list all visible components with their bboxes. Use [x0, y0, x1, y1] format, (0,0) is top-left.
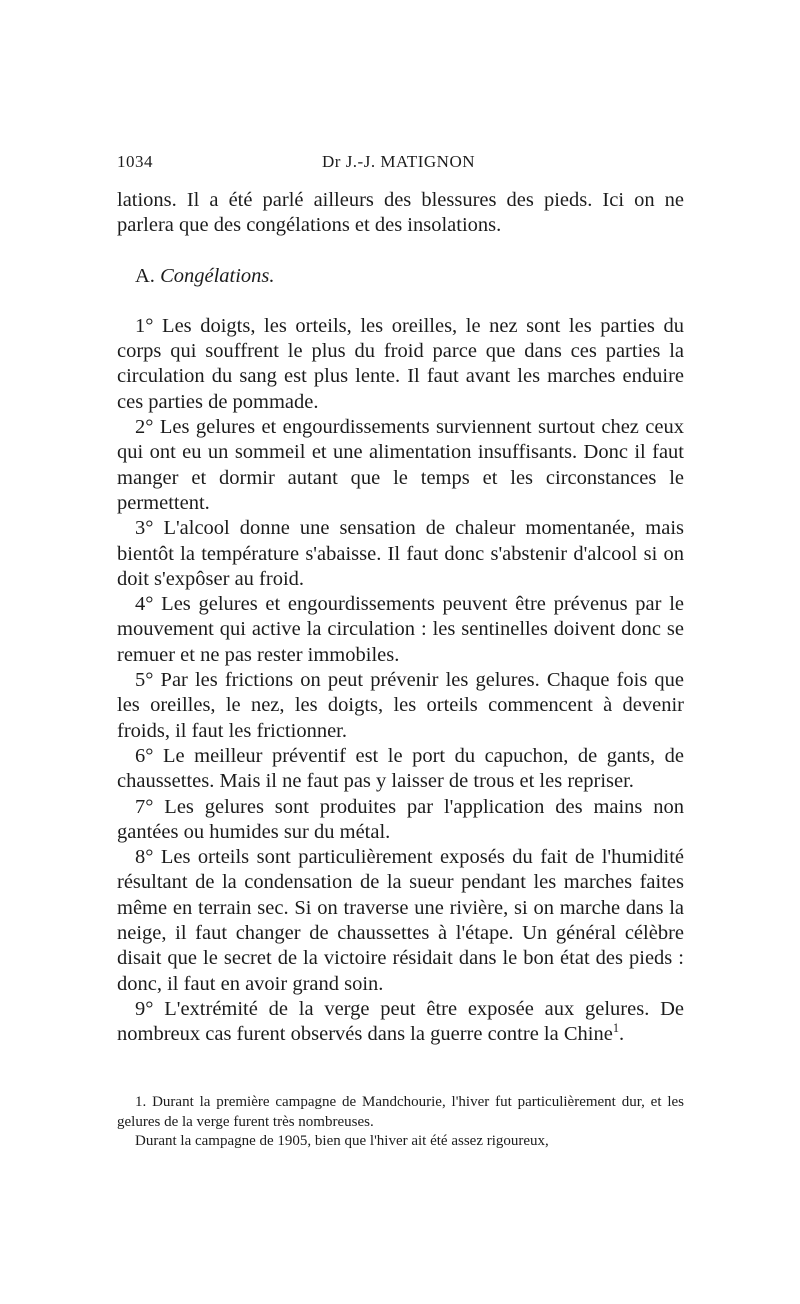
body-text — [117, 188, 684, 1048]
footnotes — [117, 1093, 684, 1152]
item-text: Par les frictions on peut prévenir les gelures. Chaque fois que les oreilles, le nez, les doigts, les orteils commencent à devenir froids, il faut les frictionner. — [117, 669, 684, 742]
list-item-8 — [117, 845, 684, 997]
list-item-7 — [117, 795, 684, 846]
item-number: 6° — [135, 744, 154, 767]
list-item-3 — [117, 516, 684, 592]
list-item-6 — [117, 744, 684, 795]
item-number: 2° — [135, 416, 154, 439]
item-text: L'alcool donne une sensation de chaleur momentanée, mais bientôt la température s'abaisse. Il faut donc s'abstenir d'alcool si on doit s'expôser au froid. — [117, 517, 684, 590]
item-number: 8° — [135, 846, 154, 869]
section-heading — [117, 264, 684, 289]
section-title: Congélations. — [160, 264, 275, 287]
footnote-marker: 1 — [612, 1021, 619, 1036]
item-text: Les gelures et engourdissements surviennent surtout chez ceux qui ont eu un sommeil et une alimentation insuffisants. Donc il faut manger et dormir autant que le temps et les circonstances le permettent. — [117, 416, 684, 514]
item-text: Les doigts, les orteils, les oreilles, le nez sont les parties du corps qui souffrent le plus du froid parce que dans ces parties la circulation du sang est plus lente. Il faut avant les marches enduire ces parties de pommade. — [117, 314, 684, 413]
list-item-9 — [117, 997, 684, 1048]
item-number: 5° — [135, 669, 154, 692]
item-number: 9° — [135, 997, 154, 1020]
item-text: Les gelures et engourdissements peuvent être prévenus par le mouvement qui active la circulation : les sentinelles doivent donc se remuer et ne pas rester immobiles. — [117, 593, 684, 666]
item-end: . — [618, 1023, 625, 1046]
item-text: Les orteils sont particulièrement exposés du fait de l'humidité résultant de la condensation de la sueur pendant les marches faites même en terrain sec. Si on traverse une rivière, si on marche dans la neige, il faut changer de chaussettes à l'étape. Un général célèbre disait que le secret de la victoire résidait dans le bon état des pieds : donc, il faut en avoir grand soin. — [117, 846, 684, 995]
item-number: 7° — [135, 795, 154, 818]
running-head-author: Dr J.-J. MATIGNON — [322, 152, 475, 171]
intro-paragraph: lations. Il a été parlé ailleurs des blessures des pieds. Ici on ne parlera que des congélations et des insolations. — [117, 189, 684, 237]
item-text: L'extrémité de la verge peut être exposée aux gelures. De nombreux cas furent observés dans la guerre contre la Chine — [117, 997, 684, 1046]
list-item-2 — [117, 415, 684, 516]
list-item-4 — [117, 592, 684, 668]
item-text: Le meilleur préventif est le port du capuchon, de gants, de chaussettes. Mais il ne faut pas y laisser de trous et les repriser. — [117, 744, 685, 793]
item-number: 1° — [135, 314, 154, 337]
list-item-5 — [117, 668, 684, 744]
list-item-1 — [117, 314, 684, 415]
item-number: 3° — [135, 517, 154, 540]
item-number: 4° — [135, 593, 154, 616]
footnote-1: 1. Durant la première campagne de Mandchourie, l'hiver fut particulièrement dur, et les gelures de la verge furent très nombreuses. — [117, 1094, 684, 1130]
item-text: Les gelures sont produites par l'application des mains non gantées ou humides sur du métal. — [117, 795, 684, 843]
footnote-continuation: Durant la campagne de 1905, bien que l'hiver ait été assez rigoureux, — [135, 1133, 549, 1149]
section-letter: A. — [135, 264, 155, 287]
page-number: 1034 — [117, 152, 153, 171]
